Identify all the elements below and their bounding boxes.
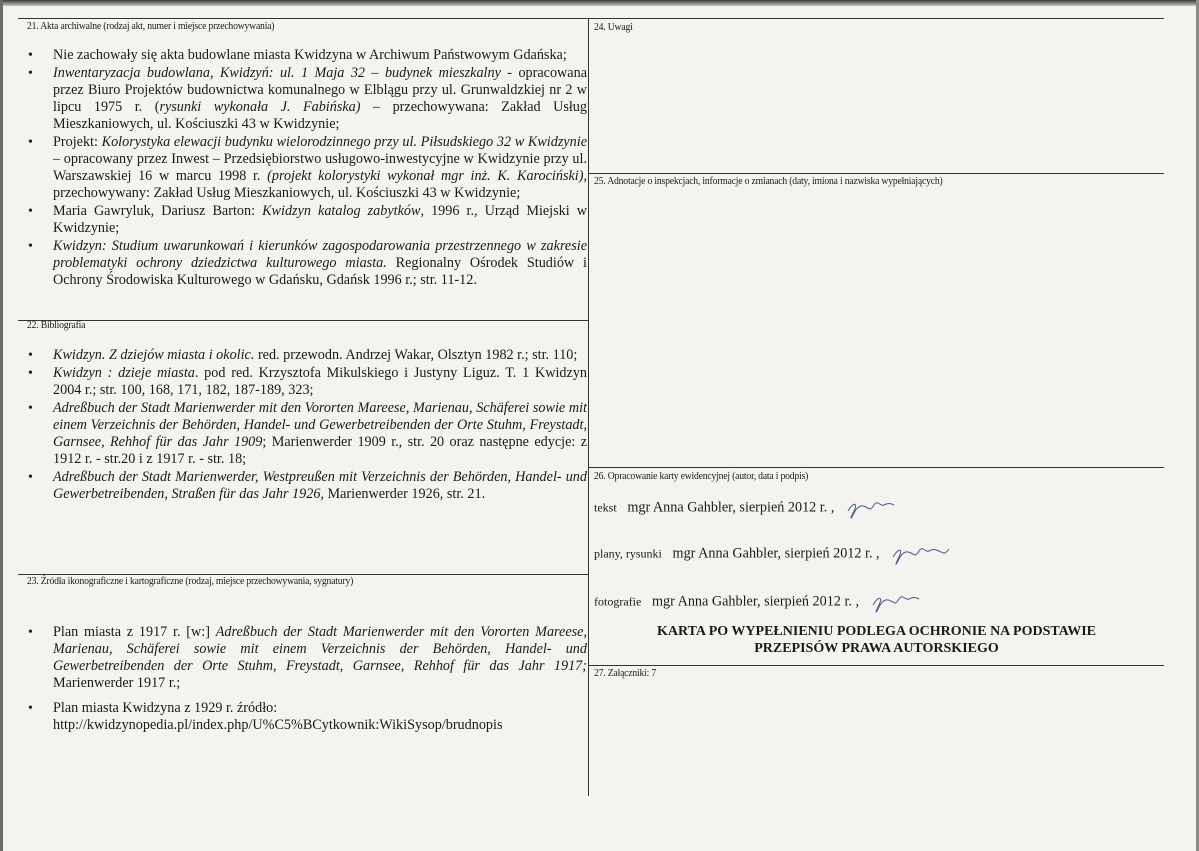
item-text: Inwentaryzacja budowlana, Kwidzyń: ul. 1 Maja 32 – budynek mieszkalny [53, 65, 501, 81]
item-text: Regionalny Ośrodek Studiów i Ochrony Środowiska Kulturowego w Gdańsku, Gdańsk 1996 r.; str. 11-12. [53, 255, 587, 288]
source-link[interactable]: http://kwidzynopedia.pl/index.php/U%C5%BCytkownik:WikiSysop/brudnopis [53, 717, 503, 733]
list-item [26, 238, 587, 289]
list-item [26, 203, 587, 237]
row-value: mgr Anna Gahbler, sierpień 2012 r. , [627, 499, 835, 516]
item-text: Kolorystyka elewacji budynku wielorodzinnego przy ul. Piłsudskiego 32 w Kwidzynie [101, 134, 587, 150]
item-text: Adreßbuch der Stadt Marienwerder mit den Vororten Mareese, Marienau, Schäferei sowie mit einem Verzeichnis der Behörden, Handel- und Gewerbetreibenden der Orte Stuhm, Freystadt, Garnsee, Rehhof für das Jahr 1917; [53, 624, 587, 674]
item-text: Nie zachowały się akta budowlane miasta Kwidzyna w Archiwum Państwowym Gdańska; [53, 47, 567, 63]
item-text: - opracowana przez Biuro Projektów budownictwa komunalnego w Elblągu przy ul. Grunwaldzkiej nr 2 w lipcu 1975 r. ( [53, 65, 587, 115]
bibliography-list [26, 347, 587, 504]
item-text: Maria Gawryluk, Dariusz Barton: [53, 203, 263, 219]
item-text: red. przewodn. Andrzej Wakar, Olsztyn 1982 r.; str. 110; [254, 347, 578, 363]
row-label: fotografie [594, 594, 642, 609]
divider-26-27 [588, 665, 1164, 666]
item-text: (projekt kolorystyki wykonał mgr inż. K. Karociński), [267, 168, 587, 184]
divider-22-23 [18, 574, 588, 575]
form-top-border [18, 18, 1164, 19]
list-item [26, 700, 587, 734]
item-text: Kwidzyn katalog zabytków [262, 203, 421, 219]
item-text: Plan miasta Kwidzyna z 1929 r. źródło: [53, 700, 278, 716]
divider-25-26 [588, 467, 1164, 468]
section-21-heading: 21. Akta archiwalne (rodzaj akt, numer i miejsce przechowywania) [27, 21, 275, 32]
item-text: przechowywany: Zakład Usług Mieszkaniowych, ul. Kościuszki 43 w Kwidzynie; [53, 185, 521, 201]
row-value: mgr Anna Gahbler, sierpień 2012 r. , [651, 593, 860, 610]
item-text: Marienwerder 1917 r.; [53, 675, 181, 691]
row-value: mgr Anna Gahbler, sierpień 2012 r. , [672, 545, 880, 562]
list-item [26, 624, 587, 692]
signature-icon [844, 497, 904, 519]
list-item [26, 65, 587, 133]
signature-icon [869, 591, 929, 613]
item-text: Marienwerder 1926, str. 21. [323, 486, 486, 502]
notice-line: KARTA PO WYPEŁNIENIU PODLEGA OCHRONIE NA PODSTAWIE [656, 624, 1097, 639]
item-text: – przechowywana: Zakład Usług Mieszkaniowych, ul. Kościuszki 43 w Kwidzynie; [53, 99, 587, 132]
signature-icon [889, 543, 953, 565]
item-text: Kwidzyn: Studium uwarunkowań i kierunków zagospodarowania przestrzennego w zakresie problematyki ochrony dziedzictwa kulturowego miasta. [53, 238, 587, 271]
scan-edge-top [0, 0, 1199, 6]
list-item [26, 365, 587, 399]
list-item [26, 469, 587, 503]
notice-line: PRZEPISÓW PRAWA AUTORSKIEGO [754, 641, 999, 656]
item-text: Adreßbuch der Stadt Marienwerder mit den Vororten Mareese, Marienau, Schäferei sowie mit einem Verzeichnis der Behörden, Handel- und Gewerbetreibenden der Orte Stuhm, Freystadt, Garnsee, Rehhof für das Jahr 1909 [53, 400, 587, 450]
section-26-heading: 26. Opracowanie karty ewidencyjnej (autor, data i podpis) [594, 471, 809, 482]
item-text: Kwidzyn. Z dziejów miasta i okolic. [53, 347, 255, 363]
copyright-notice [590, 623, 1163, 657]
archival-records-list [26, 47, 587, 290]
column-divider [588, 18, 589, 796]
author-row-drawings [594, 543, 953, 565]
iconographic-sources-list [26, 624, 587, 742]
section-22-heading: 22. Bibliografia [27, 320, 86, 331]
item-text: Plan miasta z 1917 r. [w:] [53, 624, 216, 640]
author-row-photos [594, 591, 929, 613]
item-text: Projekt: [53, 134, 102, 150]
section-27-heading: 27. Załączniki: 7 [594, 668, 657, 679]
item-text: ; Marienwerder 1909 r., str. 20 oraz następne edycje: z 1912 r. - str.20 i z 1917 r. - str. 18; [53, 434, 587, 467]
divider-24-25 [588, 173, 1164, 174]
scan-edge-left [0, 0, 3, 851]
row-label: tekst [594, 500, 617, 515]
item-text: Adreßbuch der Stadt Marienwerder, Westpreußen mit Verzeichnis der Behörden, Handel- und Gewerbetreibenden, Straßen für das Jahr 1926, [53, 469, 587, 502]
item-text: rysunki wykonała J. Fabińska) [159, 99, 361, 115]
item-text: – opracowany przez Inwest – Przedsiębiorstwo usługowo-inwestycyjne w Kwidzynie przy ul. Warszawskiej 16 w marcu 1998 r. [53, 151, 587, 184]
author-row-text [594, 497, 904, 519]
item-text: , 1996 r., Urząd Miejski w Kwidzynie; [53, 203, 587, 236]
section-24-heading: 24. Uwagi [594, 22, 633, 33]
list-item [26, 347, 587, 364]
item-text: . pod red. Krzysztofa Mikulskiego i Justyny Liguz. T. 1 Kwidzyn 2004 r.; str. 100, 168, 171, 182, 187-189, 323; [53, 365, 588, 398]
section-23-heading: 23. Źródła ikonograficzne i kartograficzne (rodzaj, miejsce przechowywania, sygnatury) [27, 576, 354, 587]
item-text: Kwidzyn : dzieje miasta [53, 365, 195, 381]
list-item [26, 47, 587, 64]
list-item [26, 400, 587, 468]
row-label: plany, rysunki [594, 546, 662, 561]
list-item [26, 134, 587, 202]
section-25-heading: 25. Adnotacje o inspekcjach, informacje o zmianach (daty, imiona i nazwiska wypełniających) [594, 176, 943, 187]
divider-21-22 [18, 320, 588, 321]
